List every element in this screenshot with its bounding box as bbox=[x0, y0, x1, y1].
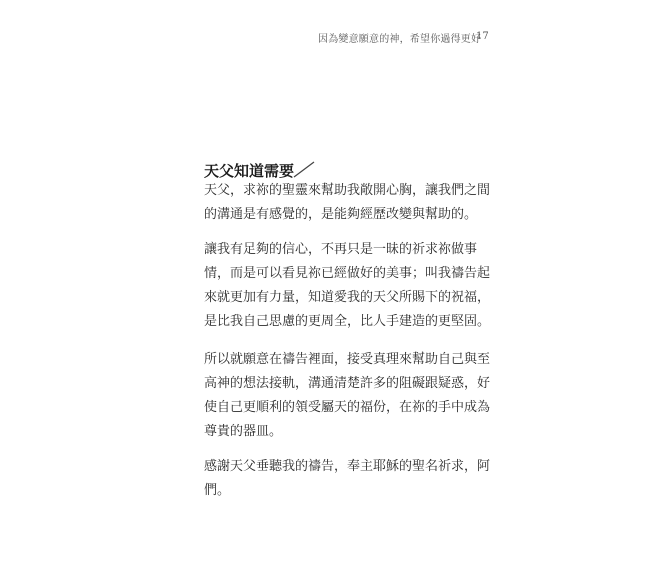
paragraph-3-line-3: 使自己更順利的領受屬天的福份，在祢的手中成為 bbox=[204, 400, 491, 415]
running-header: 因為變意願意的神，希望你過得更好 bbox=[318, 34, 482, 45]
paragraph-2-line-4: 是比我自己思慮的更周全，比人手建造的更堅固。 bbox=[204, 314, 491, 329]
paragraph-2-line-2: 情，而是可以看見祢已經做好的美事；叫我禱告起 bbox=[204, 266, 491, 281]
title-slash-icon bbox=[290, 160, 320, 178]
paragraph-2-line-1: 讓我有足夠的信心，不再只是一昧的祈求祢做事 bbox=[204, 242, 478, 257]
paragraph-1-line-2: 的溝通是有感覺的，是能夠經歷改變與幫助的。 bbox=[204, 207, 478, 222]
paragraph-2-line-3: 來就更加有力量，知道愛我的天父所賜下的祝福， bbox=[204, 290, 491, 305]
page-number: 17 bbox=[476, 31, 489, 42]
paragraph-3-line-2: 高神的想法接軌，溝通清楚許多的阻礙跟疑惑，好 bbox=[204, 376, 491, 391]
section-title: 天父知道需要 bbox=[204, 162, 295, 180]
paragraph-1-line-1: 天父，求祢的聖靈來幫助我敞開心胸，讓我們之間 bbox=[204, 183, 491, 198]
paragraph-3-line-1: 所以就願意在禱告裡面，接受真理來幫助自己與至 bbox=[204, 352, 491, 367]
paragraph-4-line-2: 們。 bbox=[204, 483, 231, 498]
paragraph-4-line-1: 感謝天父垂聽我的禱告，奉主耶穌的聖名祈求，阿 bbox=[204, 459, 491, 474]
paragraph-3-line-4: 尊貴的器皿。 bbox=[204, 424, 283, 439]
